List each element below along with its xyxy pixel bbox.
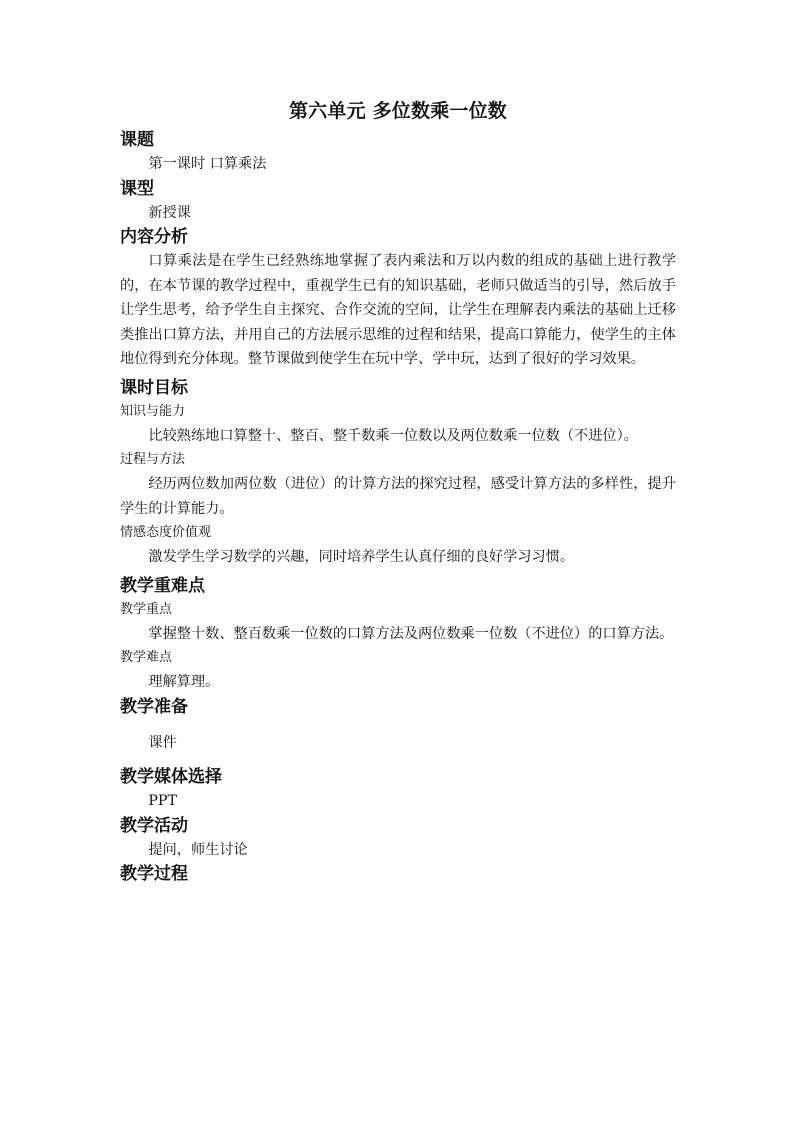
difficulty-text: 理解算理。 — [148, 674, 220, 690]
activity-text: 提问，师生讨论 — [148, 841, 248, 858]
section-heading-type: 课型 — [120, 178, 154, 199]
subheading-difficulty: 教学难点 — [120, 650, 173, 665]
analysis-paragraph: 口算乘法是在学生已经熟练地掌握了表内乘法和万以内数的组成的基础上进行教学的，在本节课的教学过程中，重视学生已有的知识基础，老师只做适当的引导，然后放手让学生思考，给予学生自主探究、合作交流的空间，让学生在理解表内乘法的基础上迁移类推出口算方法，并用自己的方法展示思维的过程和结果，提高口算能力，使学生的主体地位得到充分体现。整节课做到使学生在玩中学、学中玩，达到了很好的学习效果。 — [120, 253, 676, 367]
knowledge-text: 比较熟练地口算整十、整百、整千数乘一位数以及两位数乘一位数（不进位）。 — [148, 427, 638, 444]
media-text: PPT — [148, 793, 177, 809]
subheading-emotion: 情感态度价值观 — [120, 525, 212, 540]
subheading-knowledge: 知识与能力 — [120, 403, 186, 419]
topic-text: 第一课时 口算乘法 — [148, 156, 267, 172]
document-title: 第六单元 多位数乘一位数 — [288, 100, 507, 122]
section-heading-media: 教学媒体选择 — [120, 767, 222, 787]
section-heading-activity: 教学活动 — [120, 815, 188, 836]
subheading-process: 过程与方法 — [120, 452, 186, 467]
section-heading-preparation: 教学准备 — [120, 696, 188, 717]
section-heading-analysis: 内容分析 — [120, 227, 188, 247]
focus-text: 掌握整十数、整百数乘一位数的口算方法及两位数乘一位数（不进位）的口算方法。 — [148, 625, 674, 642]
section-heading-objectives: 课时目标 — [120, 377, 188, 398]
section-heading-topic: 课题 — [120, 130, 154, 150]
subheading-focus: 教学重点 — [120, 601, 173, 617]
process-text: 经历两位数加两位数（进位）的计算方法的探究过程，感受计算方法的多样性，提升学生的计算能力。 — [120, 476, 676, 517]
document-page — [120, 98, 676, 886]
section-heading-procedure: 教学过程 — [120, 864, 188, 884]
type-text: 新授课 — [148, 204, 191, 221]
preparation-text: 课件 — [148, 734, 177, 751]
section-heading-keypoints: 教学重难点 — [120, 575, 205, 596]
emotion-text: 激发学生学习数学的兴趣，同时培养学生认真仔细的良好学习习惯。 — [148, 549, 575, 565]
